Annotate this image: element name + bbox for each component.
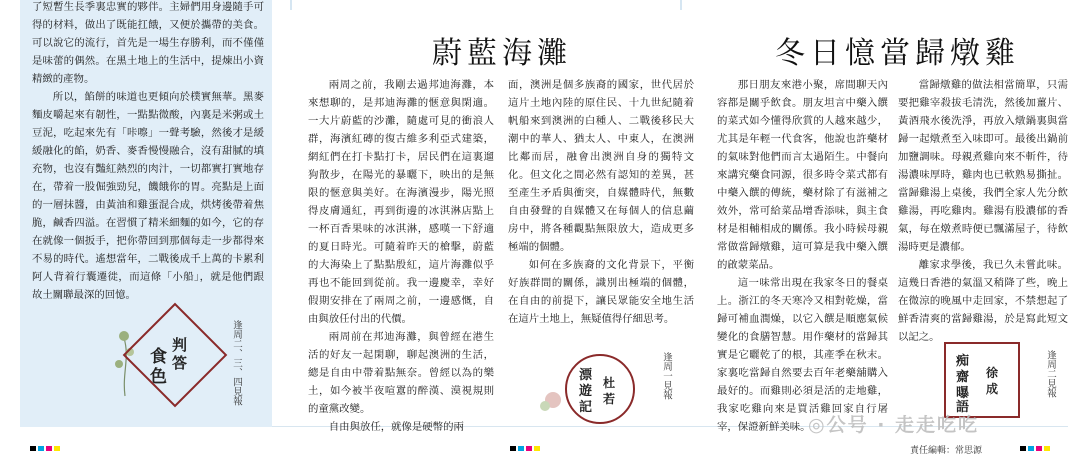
mid-paragraph: 兩周前在邦迪海灘，與曾經在港生活的好友一起閑聊，聊起澳洲的生活，總是自由中帶着點無奈。曾經以為的樂土，如今被半夜喧囂的醉漢、漠視規則的童黨改變。	[308, 331, 494, 415]
color-bar	[38, 446, 44, 451]
mid-paragraph: 兩周之前，我剛去過邦迪海灘，本來想聊的，是邦迪海灘的愜意與閑適。一大片蔚藍的沙灘，隨處可見的衝浪人群，海濱紅磚的復古維多利亞式建築，網紅們在打卡點打卡，居民們在這裏遛狗散步，在陽光的暴曬下，映出的是無限的愜意與美好。在海濱漫步，陽光照得皮膚通紅，再到街邊的冰淇淋店點上一杯百香果味的冰淇淋，感嘆一下舒適的夏日時光。可隨着昨天的槍擊，蔚藍的大海染上了點點殷紅，這片海灘似乎再也不能回到從前。我一邊慶幸，幸好假期安排在了兩周之前，一邊感慨，自由與放任付出的代價。	[308, 79, 494, 325]
color-bar	[1044, 446, 1050, 451]
color-bar	[46, 446, 52, 451]
color-bar	[518, 446, 524, 451]
color-bar	[30, 446, 36, 451]
stamp-frame	[565, 354, 635, 424]
byline-left: 逢周二、三、四見報	[231, 320, 242, 406]
byline-mid: 逢周一見報	[661, 352, 672, 400]
color-bar	[534, 446, 540, 451]
left-paragraph: 所以，餡餅的味道也更傾向於樸實無華。黑麥麵皮嚼起來有韌性，一點點微酸，內裏是米粥或土豆泥，吃起來先有「咔嚓」一聲考驗，然後才是緩緩融化的餡，奶香、麥香慢慢融合，沒有甜膩的填充物，也沒有豔紅熱烈的肉汁，一切都實打實地存在，帶着一股倔強勁兒，饑餓你的胃。亮點是上面的一層抹醬，由黃油和雞蛋混合成，烘烤後帶着焦脆，鹹香四溢。在習慣了精米細麵的如今，它的存在就像一個扳手，把你帶回到那個每走一步都得來不易的時代。遙想當年，二戰後成千上萬的卡累利阿人背着行囊遷徙，而這條「小船」，就是他們跟故土關聯最深的回憶。	[32, 91, 264, 301]
stamp-char: 曝	[956, 386, 970, 401]
color-bar	[54, 446, 60, 451]
left-paragraph: 了短暫生長季裏忠實的夥伴。主婦們用身邊隨手可得的材料，做出了既能扛餓，又便於攜帶的美食。可以說它的流行，首先是一場生存勝利，而不僅僅是味蕾的偶然。在黑土地上的生活中，提煉出小資精緻的產物。	[32, 1, 264, 85]
stamp-char: 杜	[603, 376, 616, 390]
stamp-char: 遊	[579, 384, 593, 399]
color-bar	[526, 446, 532, 451]
right-paragraph: 當歸燉雞的做法相當簡單，只需要把雞宰殺拔毛清洗，然後加薑片、黃酒飛水後洗淨，再放入燉鍋裏與當歸一起燉煮至入味即可。最後出鍋前加鹽調味。母親煮雞向來不斬件，待湯濃味厚時，雞肉也已軟熟易撕扯。當歸雞湯上桌後，我們全家人先分飲雞湯，再吃雞肉。雞湯有股濃郁的香氣，每在燉煮時便已飄滿屋子，待飲湯時更是濃郁。	[898, 79, 1068, 253]
color-bar	[510, 446, 516, 451]
right-column-1	[717, 76, 888, 436]
stamp-char: 成	[986, 382, 999, 396]
stamp-char: 答	[172, 354, 188, 372]
color-bar	[1020, 446, 1026, 451]
stamp-char: 若	[603, 392, 616, 406]
fold-mark	[680, 0, 682, 10]
stamp-char: 判	[172, 336, 188, 354]
stamp-char: 齋	[956, 370, 970, 385]
stamp-char: 語	[956, 400, 970, 415]
mid-column-1	[308, 76, 494, 436]
editor-credit: 責任編輯：常思源	[910, 446, 983, 456]
watermark: ◎公号 · 走走吃吃	[808, 414, 980, 436]
stamp-char: 徐	[986, 366, 999, 380]
left-article-body	[32, 0, 264, 304]
byline-right: 逢周二見報	[1045, 350, 1056, 398]
stamp-char: 色	[150, 367, 167, 387]
color-bar	[1036, 446, 1042, 451]
article-title: 蔚藍海灘	[432, 36, 572, 71]
article-title: 冬日憶當歸燉雞	[775, 36, 1020, 71]
mid-paragraph: 面，澳洲是個多族裔的國家，世代居於這片土地內陸的原住民、十九世紀隨着帆船來到澳洲的白種人、二戰後移民大潮中的華人、猶太人、中東人，在澳洲比鄰而居，融會出澳洲自身的獨特文化。但文化之間必然有認知的差異，甚至產生矛盾與衝突，自媒體時代，無數自由發聲的自媒體又在每個人的信息繭房中，將各種觀點無限放大，造成更多極端的個體。	[508, 79, 694, 253]
fold-mark	[290, 0, 292, 10]
column-stamp-left	[120, 310, 220, 410]
right-paragraph: 這一味常出現在我家冬日的餐桌上。浙江的冬天寒冷又相對乾燥，當歸可補血潤燥，以它入饌是順應氣候變化的食膳智慧。用作藥材的當歸其實是它曬乾了的根，其產季在秋末。家裏吃當歸自然要去百年老藥舖購入最好的。而雞則必須是活的走地雞，我家吃雞向來是買活雞回家自行屠宰，保證新鮮美味。	[717, 277, 888, 433]
stamp-char: 痴	[956, 354, 970, 369]
stamp-char: 食	[150, 347, 167, 367]
right-paragraph: 那日朋友來港小聚，席間聊天內容都是關乎飲食。朋友坦言中藥入饌的菜式如今懂得欣賞的人越來越少，尤其是年輕一代食客，他說也許藥材的氣味對他們而言太過陌生。中餐向來講究藥食同源，很多時令菜式都有中藥入饌的傳統，藥材除了有滋補之效外，常可給菜品增香添味，與主食材是相輔相成的關係。我小時候母親常做當歸燉雞，這可算是我中藥入饌的啟蒙菜品。	[717, 79, 888, 271]
stamp-char: 記	[579, 400, 593, 415]
column-stamp-mid	[545, 350, 645, 430]
right-paragraph: 離家求學後，我已久未嘗此味。這幾日香港的氣溫又稍降了些，晚上在微涼的晚風中走回家，不禁想起了鮮香清爽的當歸雞湯，於是寫此短文以記之。	[898, 259, 1068, 343]
mid-paragraph: 自由與放任，就像是硬幣的兩	[328, 421, 464, 433]
right-column-2	[898, 76, 1068, 346]
stamp-char: 漂	[579, 368, 593, 383]
mid-column-2	[508, 76, 694, 328]
color-bar	[1028, 446, 1034, 451]
mid-paragraph: 如何在多族裔的文化背景下，平衡好族群間的關係，識別出極端的個體，在自由的前提下，讓民眾能安全地生活在這片土地上，無疑值得仔細思考。	[508, 259, 694, 325]
